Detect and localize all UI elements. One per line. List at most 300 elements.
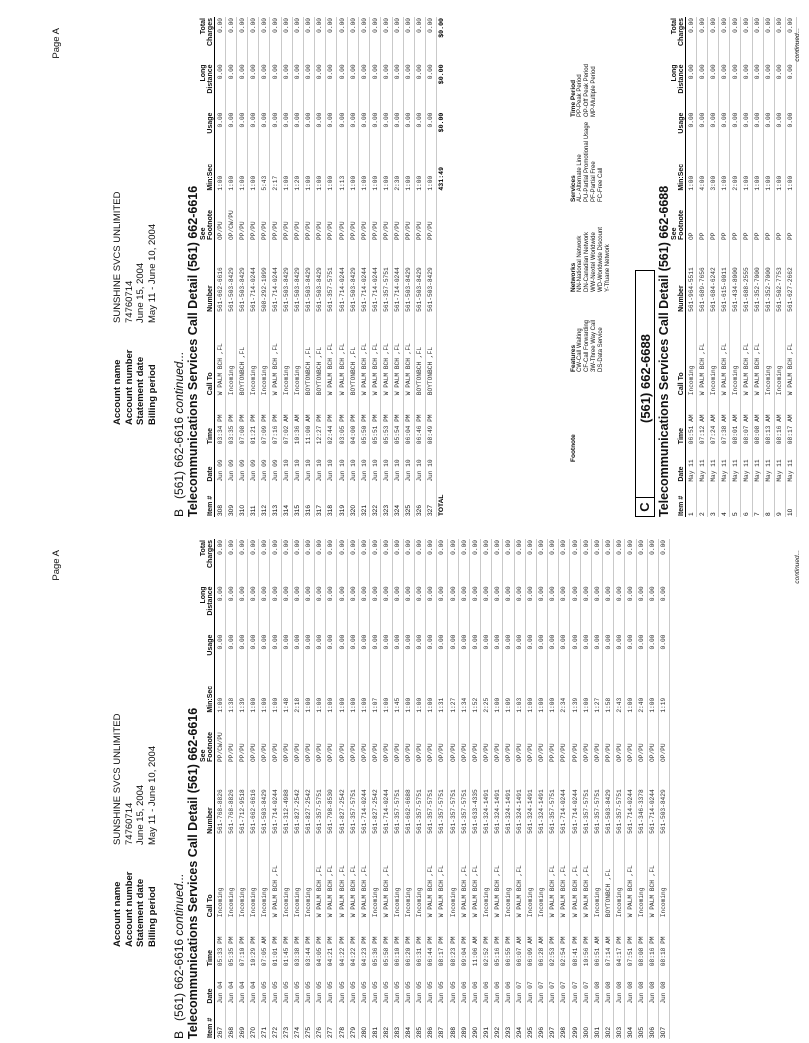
call-cell: 561-662-6616: [248, 763, 259, 835]
charges-label: Charges: [678, 18, 685, 47]
call-cell: Jun 05: [447, 967, 458, 1004]
col-total-charges: [200, 17, 215, 63]
call-row: [658, 539, 669, 1039]
call-cell: 2:18: [292, 669, 303, 714]
call-cell: PP/PU: [248, 192, 259, 241]
call-cell: PP/PU: [237, 714, 248, 763]
call-cell: W PALM BCH ,FL: [570, 835, 581, 918]
call-cell: OP/PU: [436, 714, 447, 763]
call-cell: 0.00: [215, 112, 226, 148]
call-cell: OP/PU: [381, 714, 392, 763]
call-cell: 283: [392, 1005, 403, 1039]
call-cell: 324: [392, 483, 403, 517]
section-title: Telecommunications Services Call Detail (561) 662-6616: [186, 185, 200, 517]
call-cell: 1:00: [425, 669, 436, 714]
call-row: [348, 17, 359, 517]
call-row: [237, 17, 248, 517]
call-cell: 05:51 PM: [370, 396, 381, 445]
call-cell: 05:50 PM: [359, 396, 370, 445]
legend-footnote: [570, 434, 577, 462]
call-cell: 0.00: [359, 112, 370, 148]
call-cell: 561-714-0244: [359, 241, 370, 313]
call-cell: 0.00: [752, 63, 763, 111]
call-cell: Jun 09: [270, 445, 281, 482]
call-cell: W PALM BCH ,FL: [425, 835, 436, 918]
call-cell: 0.00: [481, 585, 492, 633]
account-name-label: Account name: [112, 881, 123, 947]
statement-date-label: Statement date: [135, 878, 146, 947]
call-cell: 0.00: [752, 17, 763, 63]
call-row: [470, 539, 481, 1039]
call-cell: OP/PU: [292, 714, 303, 763]
call-cell: 0.00: [226, 17, 237, 63]
call-cell: 07:24 AM: [708, 396, 719, 445]
call-cell: 304: [625, 1005, 636, 1039]
call-cell: 0.00: [281, 63, 292, 111]
col-number: Number: [200, 241, 215, 313]
call-row: [503, 539, 514, 1039]
call-cell: Jun 05: [303, 967, 314, 1004]
call-cell: Jun 09: [215, 445, 226, 482]
call-cell: 274: [292, 1005, 303, 1039]
call-cell: 0.00: [730, 63, 741, 111]
call-cell: OP/PU: [325, 714, 336, 763]
call-cell: 0.00: [270, 634, 281, 670]
call-cell: 0.00: [325, 539, 336, 585]
call-cell: 0.00: [359, 539, 370, 585]
call-cell: Incoming: [414, 835, 425, 918]
call-row: [314, 539, 325, 1039]
call-cell: 1:27: [447, 669, 458, 714]
call-cell: 1:27: [592, 669, 603, 714]
call-cell: 561-503-8429: [237, 241, 248, 313]
call-cell: PP/CW/PU: [215, 714, 226, 763]
call-cell: 0.00: [325, 112, 336, 148]
call-cell: OP/PU: [503, 714, 514, 763]
call-cell: 1:00: [359, 147, 370, 192]
continued-number: (561) 662-6616: [172, 416, 186, 499]
call-cell: 0.00: [614, 539, 625, 585]
call-cell: Jun 07: [547, 967, 558, 1004]
call-cell: 269: [237, 1005, 248, 1039]
call-cell: 0.00: [381, 17, 392, 63]
call-row: [425, 17, 436, 517]
call-cell: 07:02 AM: [281, 396, 292, 445]
call-cell: 275: [303, 1005, 314, 1039]
legend-entry: WW-Nextel Worldwide: [591, 232, 597, 292]
call-row: [547, 539, 558, 1039]
legend-entry: WD-Worldwide Discount: [598, 227, 604, 292]
call-cell: 0.00: [359, 585, 370, 633]
call-cell: 0.00: [237, 63, 248, 111]
call-cell: 0.00: [647, 585, 658, 633]
footnote-label: Footnote: [678, 210, 685, 240]
call-cell: OP/PU: [592, 714, 603, 763]
call-row: [370, 17, 381, 517]
call-cell: 0.00: [503, 585, 514, 633]
call-cell: 561-688-2555: [741, 241, 752, 313]
call-row: [636, 539, 647, 1039]
call-cell: 1:58: [603, 669, 614, 714]
call-cell: BOYTONBCH ,FL: [414, 313, 425, 396]
call-cell: 06:31 PM: [414, 918, 425, 967]
call-cell: Jun 10: [325, 445, 336, 482]
call-row: [647, 539, 658, 1039]
call-cell: 0.00: [592, 585, 603, 633]
col-item: Item #: [671, 483, 686, 517]
col-long-distance: [200, 585, 215, 633]
call-cell: 08:13 AM: [763, 396, 774, 445]
call-cell: 561-357-5751: [592, 763, 603, 835]
call-cell: Jun 05: [392, 967, 403, 1004]
call-cell: 07:38 AM: [719, 396, 730, 445]
call-cell: PP/PU: [281, 192, 292, 241]
call-cell: W PALM BCH ,FL: [314, 835, 325, 918]
call-row: [436, 539, 447, 1039]
call-cell: 0.00: [370, 63, 381, 111]
section-letter: B: [172, 508, 186, 517]
call-cell: 1:00: [248, 669, 259, 714]
call-cell: 08:16 PM: [647, 918, 658, 967]
call-cell: 561-827-2542: [370, 763, 381, 835]
call-cell: 0.00: [237, 539, 248, 585]
call-cell: Jun 05: [425, 967, 436, 1004]
call-cell: 300: [581, 1005, 592, 1039]
call-cell: Jun 10: [370, 445, 381, 482]
call-cell: 0.00: [259, 63, 270, 111]
call-cell: 0.00: [514, 634, 525, 670]
call-cell: 0.00: [259, 585, 270, 633]
call-cell: 287: [436, 1005, 447, 1039]
call-cell: 561-324-1491: [514, 763, 525, 835]
call-cell: 1:00: [259, 669, 270, 714]
call-cell: 561-714-0244: [337, 241, 348, 313]
call-cell: 0.00: [226, 634, 237, 670]
call-cell: OP/PU: [481, 714, 492, 763]
call-cell: 05:54 PM: [392, 396, 403, 445]
call-cell: 04:21 PM: [325, 918, 336, 967]
call-cell: 1:00: [403, 147, 414, 192]
call-cell: Incoming: [292, 835, 303, 918]
call-cell: 04:05 PM: [314, 918, 325, 967]
call-cell: 05:33 PM: [215, 918, 226, 967]
call-cell: 3: [708, 483, 719, 517]
call-cell: 1:00: [425, 147, 436, 192]
call-cell: 312: [259, 483, 270, 517]
call-cell: 0.00: [459, 539, 470, 585]
call-cell: May 11: [708, 445, 719, 482]
call-cell: 0.00: [381, 634, 392, 670]
call-cell: 0.00: [314, 634, 325, 670]
call-cell: 06:07 AM: [514, 918, 525, 967]
call-cell: 561-768-8826: [215, 763, 226, 835]
call-cell: Jun 05: [325, 967, 336, 1004]
call-cell: 561-714-0244: [647, 763, 658, 835]
call-cell: 561-714-0244: [270, 763, 281, 835]
call-cell: Jun 06: [503, 967, 514, 1004]
call-row: [592, 539, 603, 1039]
call-cell: 561-324-1491: [481, 763, 492, 835]
call-cell: PP/PU: [603, 714, 614, 763]
account-info: [112, 192, 158, 425]
call-row: [337, 539, 348, 1039]
call-cell: 5: [730, 483, 741, 517]
call-cell: 293: [503, 1005, 514, 1039]
call-cell: 561-352-7000: [752, 241, 763, 313]
call-cell: OP/PU: [581, 714, 592, 763]
call-cell: OP/PU: [303, 714, 314, 763]
call-cell: 0.00: [403, 585, 414, 633]
call-cell: 288: [447, 1005, 458, 1039]
call-cell: 02:54 PM: [558, 918, 569, 967]
call-cell: 0.00: [774, 17, 785, 63]
call-cell: 561-502-7753: [774, 241, 785, 313]
call-cell: 561-615-0011: [719, 241, 730, 313]
call-cell: 0.00: [647, 539, 658, 585]
call-cell: 326: [414, 483, 425, 517]
call-row: [226, 539, 237, 1039]
call-cell: 1:20: [292, 147, 303, 192]
call-cell: 0.00: [237, 634, 248, 670]
call-cell: 0.00: [325, 63, 336, 111]
call-row: [774, 17, 785, 517]
call-cell: 561-714-0244: [270, 241, 281, 313]
call-row: [697, 17, 708, 517]
call-row: [752, 17, 763, 517]
call-cell: 0.00: [614, 585, 625, 633]
call-cell: 10: [785, 483, 796, 517]
billing-period-label: Billing period: [146, 364, 158, 425]
call-cell: May 11: [719, 445, 730, 482]
call-cell: 0.00: [215, 63, 226, 111]
call-cell: Jun 05: [292, 967, 303, 1004]
call-cell: 0.00: [730, 17, 741, 63]
call-row: [581, 539, 592, 1039]
call-cell: 0.00: [348, 634, 359, 670]
call-row: [281, 539, 292, 1039]
call-cell: W PALM BCH ,FL: [392, 313, 403, 396]
call-cell: 02:52 PM: [481, 918, 492, 967]
call-cell: 561-689-7656: [697, 241, 708, 313]
footnote-legend: [570, 17, 636, 517]
call-cell: 0.00: [392, 17, 403, 63]
col-usage: Usage: [200, 634, 215, 670]
call-cell: 3:00: [708, 147, 719, 192]
call-cell: 0.00: [697, 17, 708, 63]
call-cell: 2:43: [614, 669, 625, 714]
call-cell: 0.00: [708, 112, 719, 148]
total-label: Total: [200, 540, 207, 557]
call-cell: Jun 08: [636, 967, 647, 1004]
call-cell: 07:14 AM: [603, 918, 614, 967]
call-cell: Jun 08: [658, 967, 669, 1004]
call-cell: 0.00: [447, 634, 458, 670]
call-cell: PP: [730, 192, 741, 241]
call-cell: 1:00: [625, 669, 636, 714]
continued-header: [172, 352, 186, 517]
call-cell: 0.00: [248, 634, 259, 670]
call-cell: May 11: [763, 445, 774, 482]
call-cell: 297: [547, 1005, 558, 1039]
call-cell: Jun 10: [403, 445, 414, 482]
continued-number: (561) 662-6616: [172, 938, 186, 1021]
call-cell: 4: [719, 483, 730, 517]
call-cell: 0.00: [686, 63, 697, 111]
call-cell: OP/PU: [425, 714, 436, 763]
call-cell: Incoming: [237, 835, 248, 918]
call-cell: 1:00: [536, 669, 547, 714]
call-cell: Jun 10: [337, 445, 348, 482]
call-cell: 0.00: [686, 17, 697, 63]
call-cell: 561-768-8826: [226, 763, 237, 835]
statement-right-half: [0, 0, 809, 521]
call-row: [237, 539, 248, 1039]
call-cell: Jun 06: [470, 967, 481, 1004]
call-cell: 0.00: [381, 585, 392, 633]
call-cell: 2:00: [730, 147, 741, 192]
call-cell: PP/PU: [370, 192, 381, 241]
call-row: [226, 17, 237, 517]
call-cell: 1:31: [436, 669, 447, 714]
call-cell: 561-662-6688: [403, 763, 414, 835]
call-cell: 323: [381, 483, 392, 517]
call-cell: 2:17: [270, 147, 281, 192]
call-cell: 0.00: [719, 17, 730, 63]
call-cell: 7: [752, 483, 763, 517]
legend-time-heading: Time Period: [570, 79, 577, 117]
call-cell: 561-714-0244: [625, 763, 636, 835]
call-cell: 0.00: [414, 539, 425, 585]
call-cell: 0.00: [215, 585, 226, 633]
call-cell: 04:00 PM: [348, 396, 359, 445]
call-cell: 1:00: [370, 147, 381, 192]
call-cell: 561-324-1491: [536, 763, 547, 835]
call-cell: 289: [459, 1005, 470, 1039]
call-cell: 310: [237, 483, 248, 517]
call-cell: 0.00: [292, 112, 303, 148]
call-cell: OP/PU: [370, 714, 381, 763]
call-cell: 05:16 PM: [492, 918, 503, 967]
call-cell: 0.00: [470, 634, 481, 670]
call-cell: BOYTONBCH ,FL: [303, 313, 314, 396]
call-cell: PP: [752, 192, 763, 241]
legend-entry: MP-Multiple Period: [591, 66, 597, 117]
call-cell: 1:13: [337, 147, 348, 192]
call-cell: 05:35 PM: [226, 918, 237, 967]
call-cell: 0.00: [425, 539, 436, 585]
call-cell: OP/PU: [470, 714, 481, 763]
call-cell: 561-357-5751: [547, 763, 558, 835]
legend-time-list: [577, 64, 598, 117]
call-cell: 561-503-8429: [226, 241, 237, 313]
call-cell: Incoming: [303, 835, 314, 918]
call-cell: W PALM BCH ,FL: [359, 835, 370, 918]
call-cell: OP: [686, 192, 697, 241]
call-cell: 08:41 PM: [570, 918, 581, 967]
call-cell: 12:27 PM: [314, 396, 325, 445]
call-cell: 0.00: [359, 17, 370, 63]
call-row: [248, 539, 259, 1039]
col-time: Time: [200, 396, 215, 445]
footnote-label: Footnote: [207, 210, 214, 240]
call-row: [248, 17, 259, 517]
call-cell: Jun 10: [303, 445, 314, 482]
call-cell: 318: [325, 483, 336, 517]
call-cell: Jun 09: [259, 445, 270, 482]
call-cell: W PALM BCH ,FL: [625, 835, 636, 918]
call-cell: OP/PU: [614, 714, 625, 763]
call-row: [359, 17, 370, 517]
legend-entry: NN-National Network: [577, 235, 583, 292]
call-cell: 561-357-5751: [447, 763, 458, 835]
call-cell: 0.00: [581, 585, 592, 633]
call-cell: PP/PU: [303, 192, 314, 241]
call-cell: 291: [481, 1005, 492, 1039]
call-cell: 0.00: [403, 539, 414, 585]
call-cell: 2: [697, 483, 708, 517]
call-cell: 2:25: [481, 669, 492, 714]
call-cell: OP/PU: [647, 714, 658, 763]
call-cell: 0.00: [348, 63, 359, 111]
call-cell: OP/PU: [248, 714, 259, 763]
call-cell: 296: [536, 1005, 547, 1039]
call-cell: Jun 10: [348, 445, 359, 482]
call-cell: PP/PU: [414, 192, 425, 241]
call-row: [447, 539, 458, 1039]
call-cell: 08:01 AM: [730, 396, 741, 445]
call-cell: 07:16 PM: [270, 396, 281, 445]
call-cell: 1:39: [570, 669, 581, 714]
legend-entry: 3W-Three Way Call: [591, 319, 597, 372]
call-cell: 0.00: [270, 539, 281, 585]
call-cell: 0.00: [348, 585, 359, 633]
call-cell: 08:49 PM: [425, 396, 436, 445]
call-cell: 270: [248, 1005, 259, 1039]
call-cell: 03:38 PM: [292, 918, 303, 967]
call-cell: 305: [636, 1005, 647, 1039]
call-cell: 0.00: [558, 539, 569, 585]
call-cell: Incoming: [215, 835, 226, 918]
call-cell: 0.00: [292, 17, 303, 63]
call-cell: 0.00: [558, 634, 569, 670]
call-cell: 0.00: [337, 634, 348, 670]
call-cell: 0.00: [226, 539, 237, 585]
call-cell: 1:00: [686, 147, 697, 192]
total-label: Total: [200, 18, 207, 35]
call-cell: 0.00: [447, 539, 458, 585]
col-footnote: [200, 714, 215, 763]
call-cell: Incoming: [259, 313, 270, 396]
call-row: [325, 17, 336, 517]
call-cell: 0.00: [436, 585, 447, 633]
call-cell: 06:20 PM: [403, 918, 414, 967]
call-cell: OP/PU: [270, 714, 281, 763]
call-cell: 0.00: [303, 539, 314, 585]
call-cell: W PALM BCH ,FL: [492, 835, 503, 918]
call-cell: Incoming: [536, 835, 547, 918]
legend-features-list: [577, 320, 605, 372]
call-cell: 06:04 PM: [403, 396, 414, 445]
call-cell: 0.00: [514, 585, 525, 633]
long-label: Long: [200, 586, 207, 604]
call-cell: 0.00: [370, 112, 381, 148]
call-cell: 0.00: [348, 539, 359, 585]
call-cell: Jun 10: [281, 445, 292, 482]
call-cell: 06:51 AM: [592, 918, 603, 967]
call-cell: 0.00: [470, 585, 481, 633]
call-cell: 07:09 PM: [259, 396, 270, 445]
call-row: [292, 539, 303, 1039]
